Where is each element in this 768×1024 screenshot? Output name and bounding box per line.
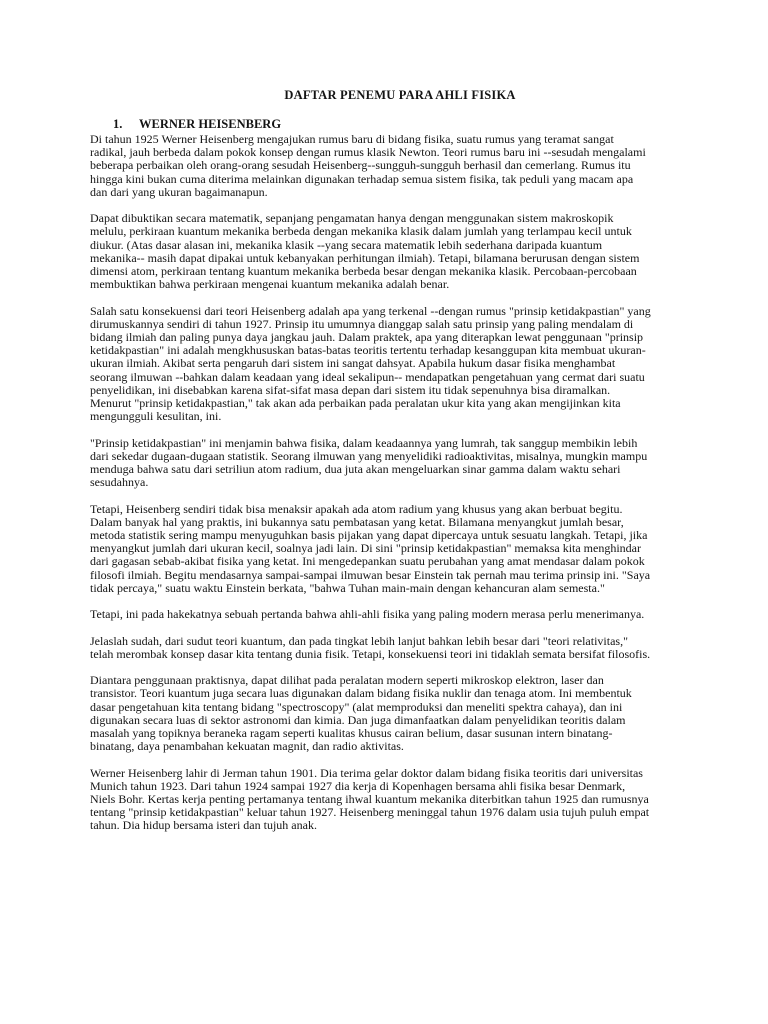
- paragraph-line: telah merombak konsep dasar kita tentang dunia fisik. Tetapi, konsekuensi teori ini tidaklah semata bersifat filosofis.: [90, 646, 651, 661]
- paragraph: [90, 133, 690, 199]
- paragraph-line: Tetapi, ini pada hakekatnya sebuah pertanda bahwa ahli-ahli fisika yang paling modern merasa perlu menerimanya.: [90, 607, 645, 622]
- paragraph: [90, 608, 690, 621]
- paragraph-line: Menurut "prinsip ketidakpastian," tak akan ada perbaikan pada peralatan ukur kita yang akan mengijinkan kita: [90, 396, 621, 411]
- paragraph-line: tidak percaya," suatu waktu Einstein berkata, "bahwa Tuhan main-main dengan kehancuran alam semesta.": [90, 580, 605, 595]
- paragraph-line: binatang, daya penambahan kekuatan magnit, dan radio aktivitas.: [90, 739, 404, 754]
- paragraph-line: dari gagasan sebab-akibat fisika yang ketat. Ini mengedepankan suatu perubahan yang amat mendasar dalam pokok: [90, 554, 645, 569]
- paragraph-line: beberapa perbaikan oleh orang-orang sesudah Heisenberg--sungguh-sungguh berhasil dan cemerlang. Rumus itu: [90, 158, 631, 173]
- paragraph-line: metoda statistik sering mampu menyuguhkan basis pijakan yang dapat dipercaya untuk sesuatu langkah. Tetapi, jika: [90, 528, 648, 543]
- paragraph-line: sesudahnya.: [90, 475, 149, 490]
- document-title: DAFTAR PENEMU PARA AHLI FISIKA: [284, 88, 516, 102]
- section-number: 1.: [113, 117, 123, 131]
- paragraph-line: ukuran ilmiah. Akibat serta pengaruh dari sistem ini sangat dahsyat. Apabila hukum dasar fisika menghambat: [90, 356, 616, 371]
- paragraph-line: membuktikan bahwa perkiraan mengenai kuantum mekanika adalah benar.: [90, 277, 450, 292]
- paragraph-line: filosofi ilmiah. Begitu mendasarnya sampai-sampai ilmuwan besar Einstein tak pernah mau terima prinsip ini. "Saya: [90, 567, 651, 582]
- paragraph-line: mengungguli kesulitan, ini.: [90, 409, 222, 424]
- paragraph-line: menduga bahwa satu dari setriliun atom radium, dua juta akan mengeluarkan sinar gamma dalam waktu sehari: [90, 462, 621, 477]
- paragraph-line: Salah satu konsekuensi dari teori Heisenberg adalah apa yang terkenal --dengan rumus "prinsip ketidakpastian" yang: [90, 303, 651, 318]
- paragraph-line: mekanika-- masih dapat dipakai untuk kebanyakan perhitungan ilmiah). Tetapi, bilamana berurusan dengan sistem: [90, 250, 640, 265]
- paragraph: [90, 305, 690, 424]
- section-body: [90, 133, 690, 833]
- paragraph-line: Dapat dibuktikan secara matematik, sepanjang pengamatan hanya dengan menggunakan sistem makroskopik: [90, 211, 614, 226]
- paragraph-line: seorang ilmuwan --bahkan dalam keadaan yang ideal sekalipun-- mendapatkan pengetahuan yang cermat dari suatu: [90, 369, 645, 384]
- paragraph-line: "Prinsip ketidakpastian" ini menjamin bahwa fisika, dalam keadaannya yang lumrah, tak sanggup membikin lebih: [90, 435, 638, 450]
- paragraph: [90, 674, 690, 753]
- paragraph-line: Tetapi, Heisenberg sendiri tidak bisa menaksir apakah ada atom radium yang khusus yang akan berbuat begitu.: [90, 501, 623, 516]
- paragraph: [90, 635, 690, 661]
- section-title: WERNER HEISENBERG: [139, 117, 282, 131]
- paragraph-line: masalah yang topiknya beraneka ragam seperti kualitas khusus cairan belium, dasar susunan intern binatang-: [90, 726, 613, 741]
- paragraph-line: Dalam banyak hal yang praktis, ini bukannya satu pembatasan yang ketat. Bilamana menyangkut jumlah besar,: [90, 514, 624, 529]
- paragraph: [90, 503, 690, 595]
- paragraph-line: Jelaslah sudah, dari sudut teori kuantum, dan pada tingkat lebih lanjut bahkan lebih besar dari "teori relativitas,": [90, 633, 628, 648]
- paragraph-line: penyelidikan, ini disebabkan karena sifat-sifat masa depan dari sistem itu tidak sepenuhnya bisa diramalkan.: [90, 382, 611, 397]
- paragraph-line: Munich tahun 1923. Dari tahun 1924 sampai 1927 dia kerja di Kopenhagen bersama ahli fisika besar Denmark,: [90, 778, 626, 793]
- paragraph-line: dirumuskannya sendiri di tahun 1927. Prinsip itu umumnya dianggap salah satu prinsip yang paling mendalam di: [90, 316, 634, 331]
- paragraph-line: Diantara penggunaan praktisnya, dapat dilihat pada peralatan modern seperti mikroskop elektron, laser dan: [90, 673, 604, 688]
- paragraph-line: Werner Heisenberg lahir di Jerman tahun 1901. Dia terima gelar doktor dalam bidang fisika teoritis dari universitas: [90, 765, 643, 780]
- paragraph-line: menyangkut jumlah dari ukuran kecil, soalnya jadi lain. Di sini "prinsip ketidakpastian" memaksa kita menghindar: [90, 541, 641, 556]
- paragraph-line: hingga kini bukan cuma diterima melainkan digunakan terhadap semua sistem fisika, tak peduli yang macam apa: [90, 171, 634, 186]
- paragraph-line: Niels Bohr. Kertas kerja penting pertamanya tentang ihwal kuantum mekanika diterbitkan tahun 1925 dan rumusnya: [90, 792, 649, 807]
- paragraph-line: dimensi atom, perkiraan tentang kuantum mekanika berbeda besar dengan mekanika klasik. Percobaan-percobaan: [90, 264, 637, 279]
- paragraph-line: bidang ilmiah dan paling punya daya jangkau jauh. Dalam praktek, apa yang diterapkan lewat penggunaan "prinsip: [90, 330, 644, 345]
- document-page: [90, 88, 690, 846]
- section-heading: [90, 118, 690, 131]
- paragraph-line: digunakan secara luas di sektor astronomi dan kimia. Dan juga dimanfaatkan dalam penyelidikan teoritis dalam: [90, 712, 626, 727]
- paragraph-line: tentang "prinsip ketidakpastian" keluar tahun 1927. Heisenberg meninggal tahun 1976 dalam usia tujuh puluh empat: [90, 805, 650, 820]
- paragraph: [90, 212, 690, 291]
- paragraph-line: diukur. (Atas dasar alasan ini, mekanika klasik --yang secara matematik lebih sederhana daripada kuantum: [90, 237, 603, 252]
- paragraph-line: dari sekedar dugaan-dugaan statistik. Seorang ilmuwan yang menyelidiki radioaktivitas, misalnya, mungkin mampu: [90, 448, 648, 463]
- paragraph-line: dasar pengetahuan kita tentang bidang "spectroscopy" (alat memproduksi dan meneliti spektra cahaya), dan ini: [90, 699, 623, 714]
- paragraph-line: ketidakpastian" ini adalah mengkhususkan batas-batas teoritis tertentu terhadap kesanggupan kita membuat ukuran-: [90, 343, 646, 358]
- paragraph-line: tahun. Dia hidup bersama isteri dan tujuh anak.: [90, 818, 317, 833]
- paragraph-line: dan dari yang ukuran bagaimanapun.: [90, 184, 268, 199]
- paragraph-line: Di tahun 1925 Werner Heisenberg mengajukan rumus baru di bidang fisika, suatu rumus yang teramat sangat: [90, 132, 614, 146]
- paragraph-line: radikal, jauh berbeda dalam pokok konsep dengan rumus klasik Newton. Teori rumus baru ini --sesudah mengalami: [90, 145, 646, 160]
- paragraph: [90, 437, 690, 490]
- paragraph-line: transistor. Teori kuantum juga secara luas digunakan dalam bidang fisika nuklir dan tenaga atom. Ini membentuk: [90, 686, 632, 701]
- paragraph: [90, 767, 690, 833]
- paragraph-line: melulu, perkiraan kuantum mekanika berbeda dengan mekanika klasik dalam jumlah yang terlampau kecil untuk: [90, 224, 632, 239]
